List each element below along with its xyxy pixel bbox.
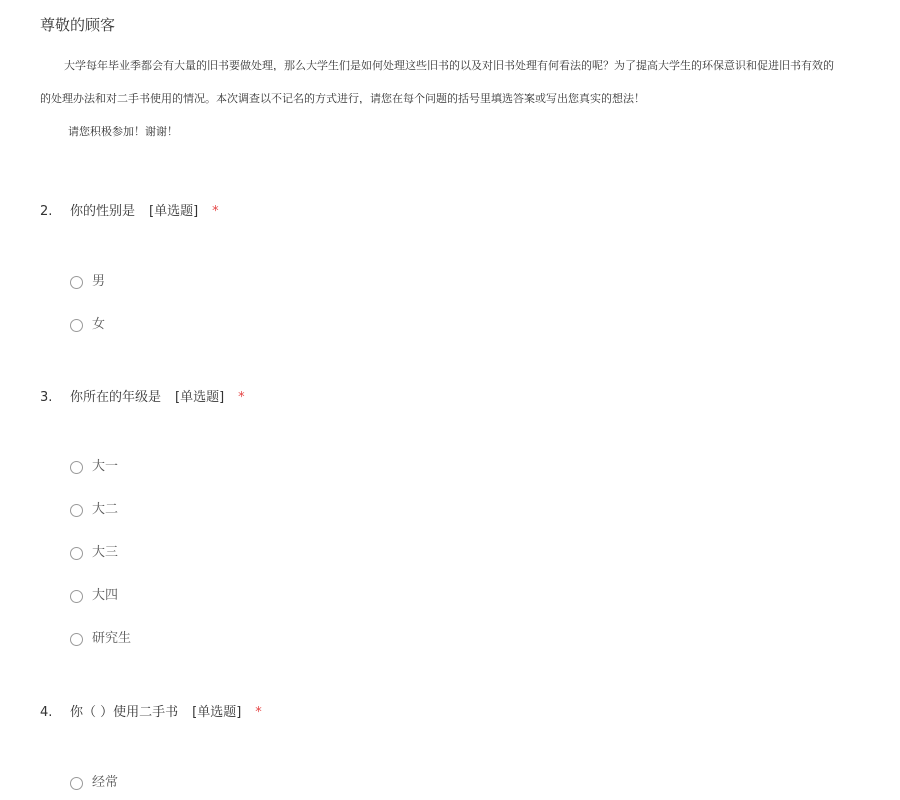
required-marker: * — [255, 705, 262, 720]
option-label: 大二 — [92, 502, 119, 517]
option-label: 大四 — [92, 588, 119, 603]
question-text: 你的性别是 — [70, 204, 136, 219]
option-senior[interactable] — [70, 586, 118, 606]
option-often[interactable] — [70, 773, 118, 793]
question-type-label: [单选题] — [192, 705, 242, 720]
radio-button[interactable] — [70, 777, 83, 790]
required-marker: * — [212, 204, 219, 219]
option-label: 大一 — [92, 459, 119, 474]
question-number: 2. — [40, 204, 53, 219]
option-sophomore[interactable] — [70, 500, 118, 520]
intro-line-3: 请您积极参加！谢谢！ — [68, 126, 178, 137]
option-freshman[interactable] — [70, 457, 118, 477]
question-title — [40, 703, 262, 723]
option-label: 女 — [92, 317, 106, 332]
radio-button[interactable] — [70, 461, 83, 474]
radio-button[interactable] — [70, 633, 83, 646]
option-label: 经常 — [92, 775, 119, 790]
required-marker: * — [238, 390, 245, 405]
question-text: 你（ ）使用二手书 — [70, 705, 179, 720]
option-label: 大三 — [92, 545, 119, 560]
question-type-label: [单选题] — [175, 390, 225, 405]
question-type-label: [单选题] — [149, 204, 199, 219]
radio-button[interactable] — [70, 319, 83, 332]
option-label: 男 — [92, 274, 106, 289]
intro-line-1: 大学每年毕业季都会有大量的旧书要做处理，那么大学生们是如何处理这些旧书的以及对旧书处理有何看法的呢？为了提高大学生的环保意识和促进旧书有效的 — [64, 60, 834, 71]
question-title — [40, 388, 245, 408]
question-title — [40, 202, 219, 222]
intro-line-2: 的处理办法和对二手书使用的情况。本次调查以不记名的方式进行，请您在每个问题的括号里填选答案或写出您真实的想法！ — [40, 93, 645, 104]
question-number: 3. — [40, 390, 53, 405]
option-graduate[interactable] — [70, 629, 131, 649]
radio-button[interactable] — [70, 276, 83, 289]
option-label: 研究生 — [92, 631, 132, 646]
radio-button[interactable] — [70, 547, 83, 560]
question-text: 你所在的年级是 — [70, 390, 162, 405]
radio-button[interactable] — [70, 590, 83, 603]
option-female[interactable] — [70, 315, 105, 335]
option-male[interactable] — [70, 272, 105, 292]
option-junior[interactable] — [70, 543, 118, 563]
greeting-heading: 尊敬的顾客 — [40, 16, 116, 34]
question-number: 4. — [40, 705, 53, 720]
radio-button[interactable] — [70, 504, 83, 517]
